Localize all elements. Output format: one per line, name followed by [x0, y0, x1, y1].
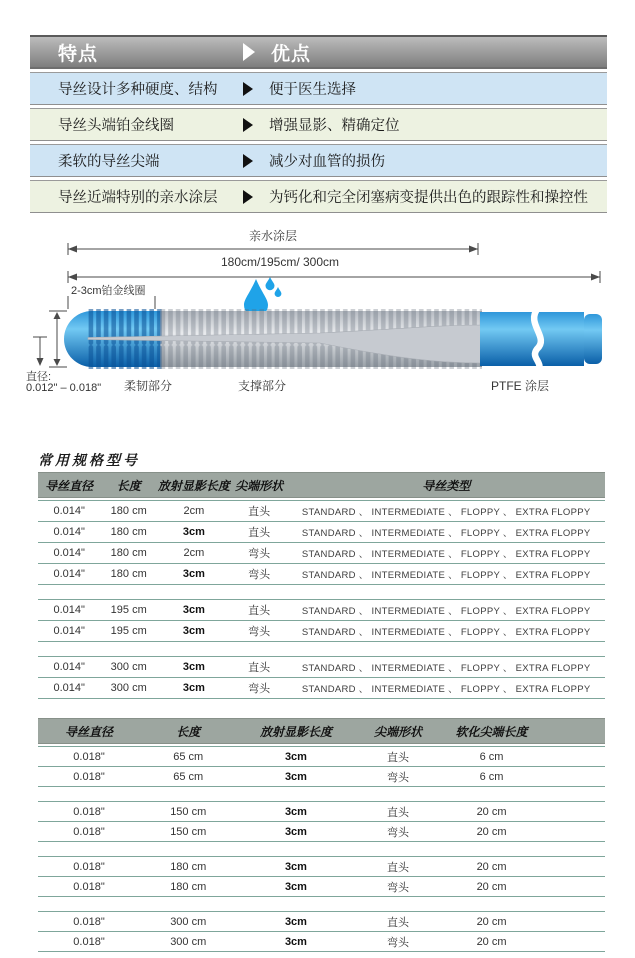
- table-cell: 20 cm: [476, 935, 507, 948]
- table-row: [38, 543, 605, 564]
- spec-group: [38, 656, 605, 699]
- spec-table-body: [38, 500, 605, 699]
- table-row: [38, 564, 605, 585]
- spec-table-body: [38, 746, 605, 952]
- table-cell: 3cm: [182, 625, 205, 637]
- hydrophilic-coating-label: 亲水涂层: [248, 229, 297, 243]
- table-cell: 300 cm: [110, 682, 147, 694]
- feature-row: [30, 108, 607, 141]
- table-cell: 直头: [248, 662, 271, 674]
- table-cell: 0.018": [73, 770, 105, 783]
- guidewire-diagram: [0, 225, 635, 415]
- table-cell: 3cm: [182, 682, 205, 694]
- spec-group: [38, 801, 605, 842]
- table-cell: 0.018": [73, 750, 105, 763]
- table-row: [38, 857, 605, 877]
- table-cell: 3cm: [182, 568, 205, 580]
- table-cell: 2cm: [183, 547, 205, 559]
- column-header: 尖端形状: [374, 724, 423, 739]
- table-cell: 3cm: [182, 526, 205, 538]
- table-cell: 20 cm: [476, 880, 507, 893]
- spec-group: [38, 599, 605, 642]
- spec-section-title: 常用规格型号: [38, 454, 140, 469]
- table-cell: 3cm: [284, 805, 307, 818]
- column-header: 导丝直径: [65, 724, 114, 739]
- table-cell: STANDARD 、 INTERMEDIATE 、 FLOPPY 、 EXTRA FLOPPY: [301, 627, 591, 638]
- table-cell: 0.018": [73, 825, 105, 838]
- column-header: 放射显影长度: [157, 478, 230, 493]
- table-row: [38, 802, 605, 822]
- feature-benefit-table: [30, 35, 607, 213]
- feature-text: 导丝头端铂金线圈: [58, 118, 174, 134]
- table-row: [38, 912, 605, 932]
- table-cell: 3cm: [284, 880, 307, 893]
- spec-table-018: [38, 718, 605, 952]
- table-cell: 0.014": [53, 682, 85, 694]
- table-cell: 0.018": [73, 915, 105, 928]
- table-cell: 弯头: [248, 683, 271, 695]
- triangle-right-icon: [243, 118, 253, 132]
- table-cell: 直头: [387, 806, 409, 819]
- table-cell: 0.018": [73, 880, 105, 893]
- table-cell: 0.014": [53, 568, 85, 580]
- table-row: [38, 932, 605, 952]
- table-cell: 弯头: [387, 771, 409, 784]
- table-cell: 150 cm: [170, 825, 207, 838]
- table-row: [38, 822, 605, 842]
- column-header: 导丝类型: [422, 478, 471, 493]
- table-cell: 2cm: [183, 505, 205, 517]
- table-cell: 195 cm: [110, 604, 147, 616]
- table-row: [38, 678, 605, 699]
- feature-row: [30, 180, 607, 213]
- table-cell: 弯头: [387, 881, 409, 894]
- table-cell: 180 cm: [110, 547, 147, 559]
- table-cell: 3cm: [284, 770, 307, 783]
- benefit-text: 为钙化和完全闭塞病变提供出色的跟踪性和操控性: [269, 190, 588, 206]
- table-row: [38, 767, 605, 787]
- table-cell: 0.018": [73, 935, 105, 948]
- diameter-dimension: [33, 311, 67, 367]
- column-header: 导丝直径: [45, 478, 94, 493]
- feature-row: [30, 72, 607, 105]
- feature-text: 柔软的导丝尖端: [58, 154, 160, 170]
- spec-group: [38, 856, 605, 897]
- feature-text: 导丝设计多种硬度、结构: [58, 82, 218, 98]
- table-cell: 6 cm: [479, 770, 504, 783]
- ptfe-coating-label: PTFE 涂层: [490, 379, 549, 393]
- feature-table-body: [30, 72, 607, 213]
- table-cell: 300 cm: [110, 661, 147, 673]
- table-cell: 3cm: [284, 750, 307, 763]
- spec-table-014: [38, 472, 605, 699]
- triangle-right-icon: [243, 43, 255, 61]
- triangle-right-icon: [243, 190, 253, 204]
- table-row: [38, 747, 605, 767]
- table-cell: 0.014": [53, 604, 85, 616]
- table-cell: 0.014": [53, 547, 85, 559]
- table-cell: 180 cm: [110, 505, 147, 517]
- triangle-right-icon: [243, 82, 253, 96]
- table-cell: 直头: [387, 916, 409, 929]
- spec-group: [38, 500, 605, 585]
- feature-table-header: [30, 35, 607, 69]
- table-cell: 弯头: [387, 826, 409, 839]
- benefit-text: 减少对血管的损伤: [269, 154, 385, 170]
- table-cell: STANDARD 、 INTERMEDIATE 、 FLOPPY 、 EXTRA FLOPPY: [301, 507, 591, 518]
- table-cell: 弯头: [248, 626, 271, 638]
- table-cell: 3cm: [284, 860, 307, 873]
- spec-group: [38, 911, 605, 952]
- table-cell: 195 cm: [110, 625, 147, 637]
- table-cell: 3cm: [284, 935, 307, 948]
- table-cell: 直头: [387, 751, 409, 764]
- table-cell: 弯头: [387, 936, 409, 949]
- table-row: [38, 522, 605, 543]
- table-cell: 直头: [387, 861, 409, 874]
- table-cell: STANDARD 、 INTERMEDIATE 、 FLOPPY 、 EXTRA FLOPPY: [301, 570, 591, 581]
- table-cell: STANDARD 、 INTERMEDIATE 、 FLOPPY 、 EXTRA FLOPPY: [301, 528, 591, 539]
- table-cell: 65 cm: [173, 750, 204, 763]
- table-cell: 180 cm: [170, 880, 207, 893]
- feature-text: 导丝近端特别的亲水涂层: [58, 190, 218, 206]
- benefits-header-label: 优点: [271, 43, 312, 65]
- table-cell: 0.018": [73, 860, 105, 873]
- table-cell: 0.014": [53, 505, 85, 517]
- table-cell: 20 cm: [476, 825, 507, 838]
- table-cell: 0.014": [53, 661, 85, 673]
- hydrophilic-dimension-line: [68, 243, 478, 255]
- table-cell: 20 cm: [476, 915, 507, 928]
- table-row: [38, 621, 605, 642]
- table-cell: 180 cm: [170, 860, 207, 873]
- lengths-label: 180cm/195cm/ 300cm: [220, 255, 340, 269]
- benefit-text: 便于医生选择: [269, 82, 356, 98]
- column-header: 放射显影长度: [259, 724, 332, 739]
- table-cell: STANDARD 、 INTERMEDIATE 、 FLOPPY 、 EXTRA FLOPPY: [301, 549, 591, 560]
- table-cell: 300 cm: [170, 915, 207, 928]
- table-cell: 0.014": [53, 625, 85, 637]
- table-cell: 弯头: [248, 548, 271, 560]
- guidewire-body: [64, 308, 602, 372]
- length-dimension-line: [68, 271, 600, 283]
- diameter-value: 0.012" – 0.018": [26, 382, 102, 394]
- table-cell: 6 cm: [479, 750, 504, 763]
- table-cell: 0.018": [73, 805, 105, 818]
- table-cell: 直头: [248, 527, 271, 539]
- table-row: [38, 657, 605, 678]
- table-cell: 180 cm: [110, 568, 147, 580]
- table-cell: 3cm: [284, 915, 307, 928]
- table-row: [38, 501, 605, 522]
- table-row: [38, 600, 605, 621]
- table-cell: 0.014": [53, 526, 85, 538]
- spec-table-header-row: [38, 718, 605, 744]
- table-cell: 直头: [248, 605, 271, 617]
- table-cell: STANDARD 、 INTERMEDIATE 、 FLOPPY 、 EXTRA FLOPPY: [301, 606, 591, 617]
- table-cell: 20 cm: [476, 860, 507, 873]
- table-cell: 150 cm: [170, 805, 207, 818]
- column-header: 尖端形状: [235, 478, 284, 493]
- table-cell: 65 cm: [173, 770, 204, 783]
- support-part-label: 支撑部分: [237, 379, 286, 393]
- table-cell: 180 cm: [110, 526, 147, 538]
- table-cell: 3cm: [182, 604, 205, 616]
- table-cell: 300 cm: [170, 935, 207, 948]
- column-header: 长度: [176, 724, 201, 739]
- table-cell: STANDARD 、 INTERMEDIATE 、 FLOPPY 、 EXTRA FLOPPY: [301, 663, 591, 674]
- spec-table-header-row: [38, 472, 605, 498]
- table-cell: 弯头: [248, 569, 271, 581]
- diameter-title: 直径:: [26, 371, 52, 383]
- table-cell: 3cm: [182, 661, 205, 673]
- spec-group: [38, 746, 605, 787]
- table-cell: 直头: [248, 506, 271, 518]
- benefit-text: 增强显影、精确定位: [269, 118, 400, 134]
- triangle-right-icon: [243, 154, 253, 168]
- column-header: 软化尖端长度: [455, 724, 528, 739]
- features-header-label: 特点: [58, 43, 99, 65]
- feature-row: [30, 144, 607, 177]
- table-row: [38, 877, 605, 897]
- table-cell: 20 cm: [476, 805, 507, 818]
- platinum-coil-label: 2-3cm铂金线圈: [71, 285, 146, 297]
- wire-end-cap: [584, 314, 602, 364]
- column-header: 长度: [116, 478, 141, 493]
- table-cell: STANDARD 、 INTERMEDIATE 、 FLOPPY 、 EXTRA FLOPPY: [301, 684, 591, 695]
- flexible-part-label: 柔韧部分: [123, 379, 172, 393]
- table-cell: 3cm: [284, 825, 307, 838]
